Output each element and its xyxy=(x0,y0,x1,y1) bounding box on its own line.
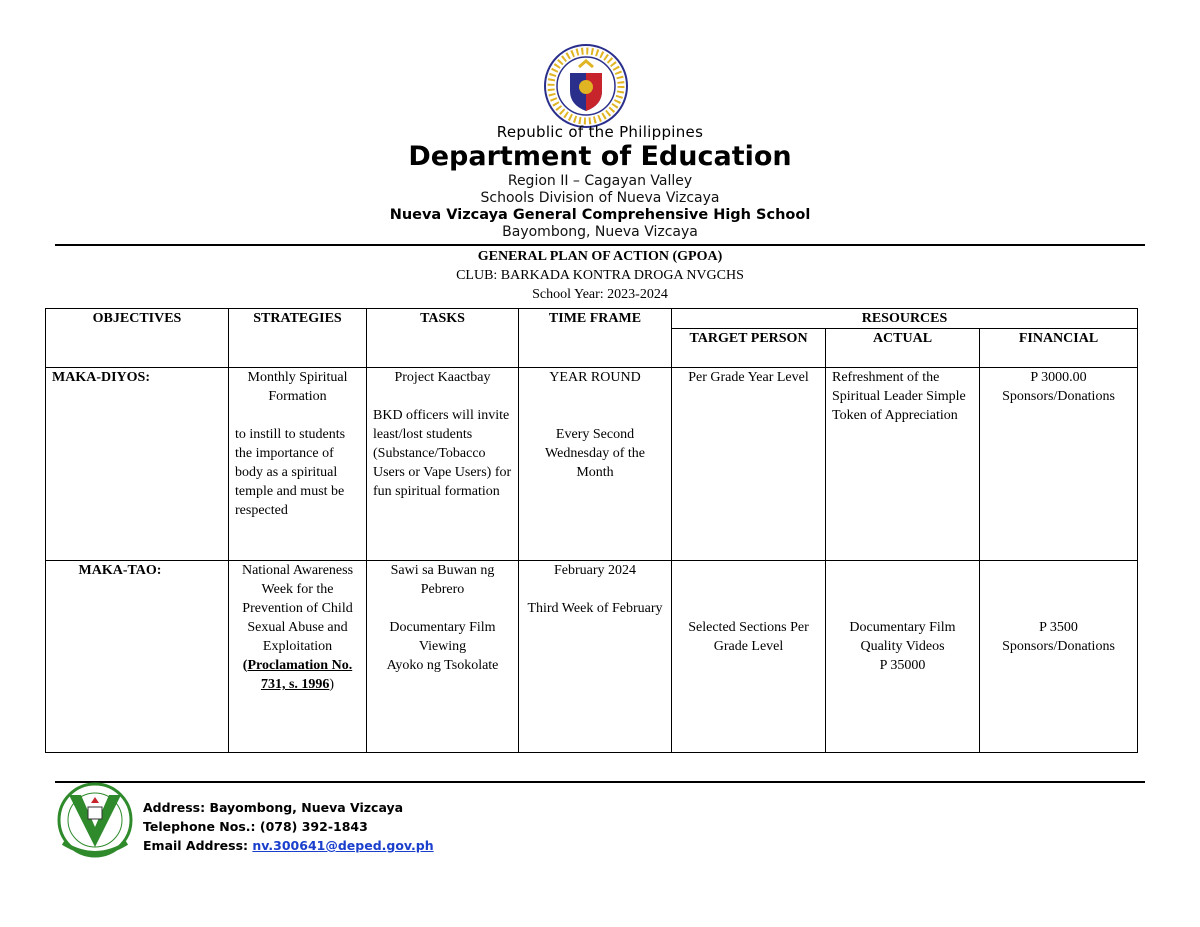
table-row xyxy=(46,368,1138,561)
division-line: Schools Division of Nueva Vizcaya xyxy=(480,190,720,206)
header-strategies: STRATEGIES xyxy=(229,309,367,368)
plan-title-block xyxy=(0,247,1200,304)
school-name: Nueva Vizcaya General Comprehensive High School xyxy=(389,207,811,223)
gpoa-table xyxy=(45,308,1138,753)
school-location: Bayombong, Nueva Vizcaya xyxy=(502,224,698,240)
header-actual: ACTUAL xyxy=(826,329,980,368)
target-person-text: Selected Sections Per Grade Level xyxy=(688,620,809,654)
financial-source: Sponsors/Donations xyxy=(1002,389,1115,404)
contact-block xyxy=(143,798,434,855)
task-description: Documentary Film Viewing xyxy=(389,620,496,654)
task-cell xyxy=(367,368,519,561)
actual-amount: P 35000 xyxy=(879,658,926,673)
department-heading: Department of Education xyxy=(408,141,792,172)
header-objectives: OBJECTIVES xyxy=(46,309,229,368)
objective-cell: MAKA-DIYOS: xyxy=(46,368,229,561)
task-subtitle: Ayoko ng Tsokolate xyxy=(386,658,499,673)
header-time-frame: TIME FRAME xyxy=(519,309,672,368)
time-frame-period: YEAR ROUND xyxy=(549,370,641,385)
time-frame-cell xyxy=(519,368,672,561)
task-description: BKD officers will invite least/lost students (Substance/Tobacco Users or Vape Users) for fun spiritual formation xyxy=(373,408,512,499)
telephone-line: Telephone Nos.: (078) 392-1843 xyxy=(143,819,368,834)
financial-cell xyxy=(980,561,1138,753)
financial-amount: P 3000.00 xyxy=(1030,370,1087,385)
school-year: School Year: 2023-2024 xyxy=(532,287,668,302)
club-name: CLUB: BARKADA KONTRA DROGA NVGCHS xyxy=(456,268,744,283)
actual-text: Documentary Film Quality Videos xyxy=(849,620,956,654)
table-row xyxy=(46,561,1138,753)
school-logo xyxy=(55,781,135,859)
letterhead xyxy=(0,124,1200,241)
footer-divider xyxy=(55,781,1145,783)
actual-cell: Refreshment of the Spiritual Leader Simple Token of Appreciation xyxy=(826,368,980,561)
financial-source: Sponsors/Donations xyxy=(1002,639,1115,654)
strategy-title: National Awareness Week for the Prevention of Child Sexual Abuse and Exploitation xyxy=(241,563,354,654)
deped-seal-logo xyxy=(543,43,629,129)
financial-amount: P 3500 xyxy=(1039,620,1078,635)
email-line xyxy=(143,836,434,855)
header-tasks: TASKS xyxy=(367,309,519,368)
time-frame-period: February 2024 xyxy=(553,563,637,578)
task-title: Project Kaactbay xyxy=(394,370,491,385)
header-divider xyxy=(55,244,1145,246)
strategy-description: to instill to students the importance of body as a spiritual temple and must be respected xyxy=(235,427,346,518)
header-target-person: TARGET PERSON xyxy=(672,329,826,368)
email-label: Email Address: xyxy=(143,838,253,853)
plan-title: GENERAL PLAN OF ACTION (GPOA) xyxy=(477,249,723,264)
republic-heading: Republic of the Philippines xyxy=(496,123,704,141)
task-title: Sawi sa Buwan ng Pebrero xyxy=(390,563,495,597)
header-financial: FINANCIAL xyxy=(980,329,1138,368)
time-frame-cell xyxy=(519,561,672,753)
financial-cell xyxy=(980,368,1138,561)
objective-cell: MAKA-TAO: xyxy=(46,561,229,753)
actual-cell xyxy=(826,561,980,753)
proclamation-reference: Proclamation No. 731, s. 1996 xyxy=(247,658,353,692)
header-resources: RESOURCES xyxy=(672,309,1138,329)
email-link[interactable]: nv.300641@deped.gov.ph xyxy=(252,838,434,853)
time-frame-schedule: Third Week of February xyxy=(527,601,663,616)
strategy-cell xyxy=(229,368,367,561)
region-line: Region II – Cagayan Valley xyxy=(507,173,693,189)
strategy-cell: National Awareness Week for the Prevention of Child Sexual Abuse and Exploitation (Proclamation No. 731, s. 1996) xyxy=(229,561,367,753)
target-person-cell: Per Grade Year Level xyxy=(672,368,826,561)
task-cell xyxy=(367,561,519,753)
time-frame-schedule: Every Second Wednesday of the Month xyxy=(545,427,645,480)
strategy-title: Monthly Spiritual Formation xyxy=(247,370,348,404)
target-person-cell xyxy=(672,561,826,753)
address-line: Address: Bayombong, Nueva Vizcaya xyxy=(143,800,404,815)
